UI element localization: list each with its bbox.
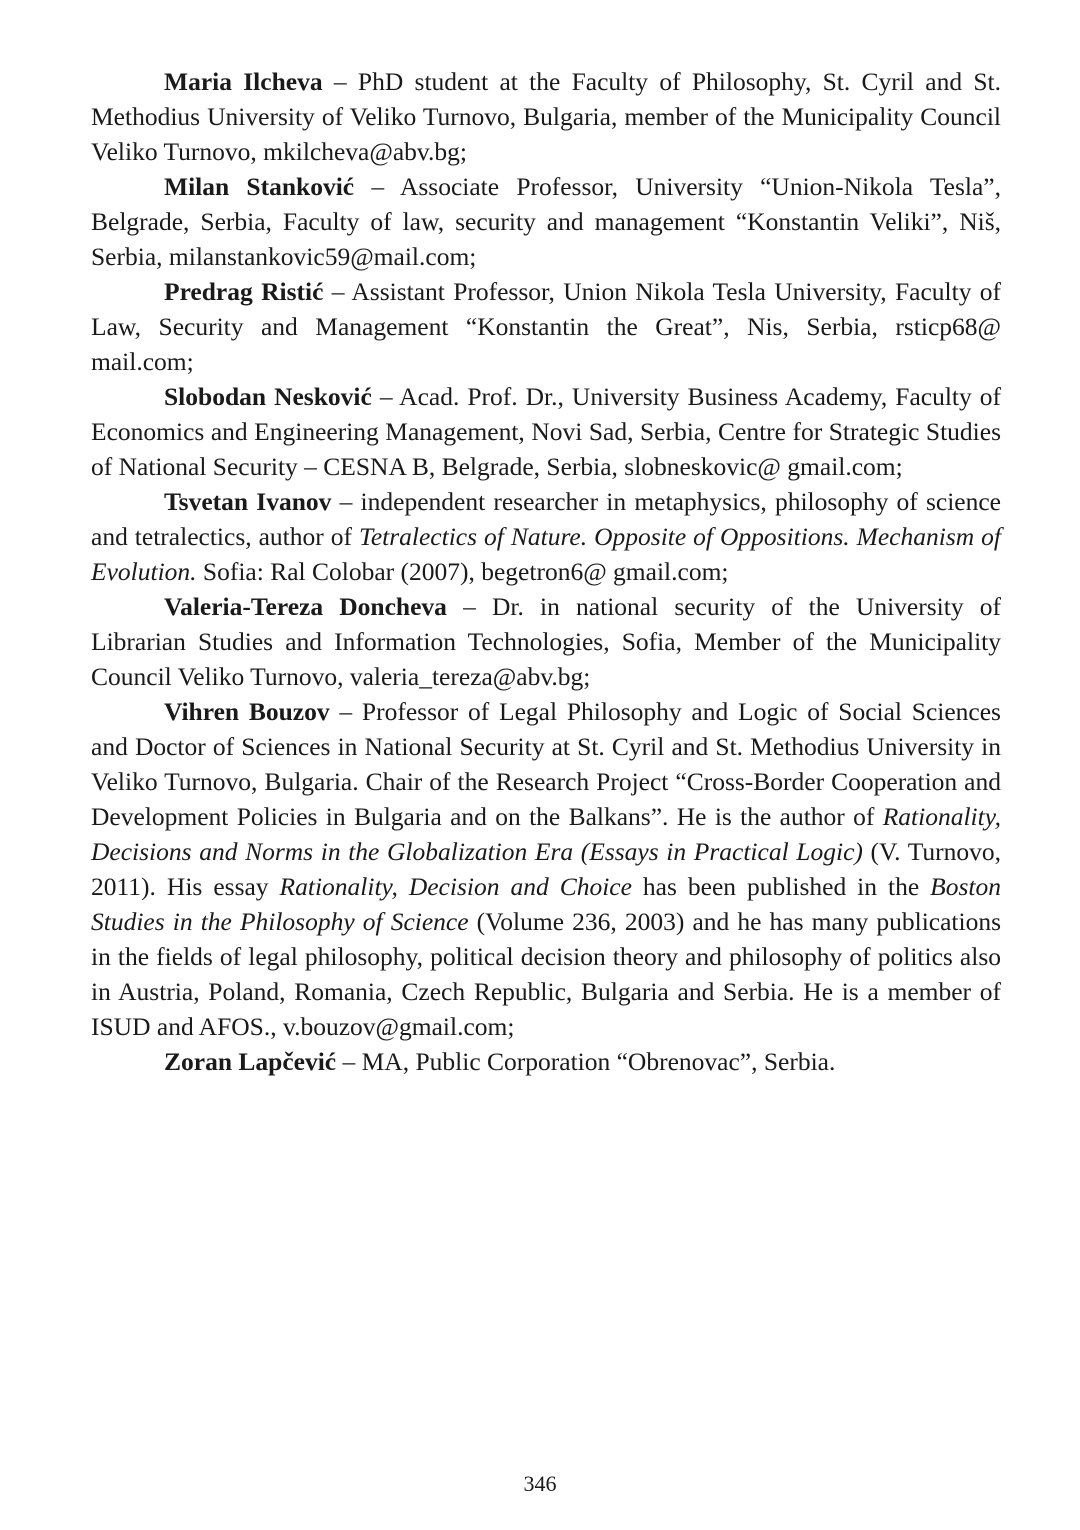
author-entry-predrag-ristic [91,274,1001,379]
author-entry-tsvetan-ivanov [91,484,1001,589]
author-entry-milan-stankovic [91,169,1001,274]
author-entry-slobodan-neskovic [91,379,1001,484]
author-name: Zoran Lapčević [164,1047,337,1076]
essay-title: Rationality, Decision and Choice [279,872,632,901]
name-dash: – [354,172,400,201]
author-name: Maria Ilcheva [164,67,323,96]
name-dash: – [322,67,358,96]
author-bio: independent researcher in metaphysics, philosophy of science and tetralectics, author of [91,487,1001,551]
author-bio: Dr. in national security of the University of Librarian Studies and Information Technologies, Sofia, Member of the Municipality Council Veliko Turnovo, valeria_tereza@abv.bg; [91,592,1001,691]
name-dash: – [371,382,400,411]
author-bio: PhD student at the Faculty of Philosophy, St. Cyril and St. Methodius University of Veliko Turnovo, Bulgaria, member of the Municipality Council Veliko Turnovo, mkilcheva@abv.bg; [91,67,1001,166]
page-body [91,64,1001,1079]
author-entry-zoran-lapcevic [91,1044,1001,1079]
author-entry-maria-ilcheva [91,64,1001,169]
author-entry-vihren-bouzov [91,694,1001,1044]
series-title: Boston Studies in the Philosophy of Science [91,872,1001,936]
author-entry-valeria-tereza-doncheva [91,589,1001,694]
author-bio-cont: (V. Turnovo, 2011). His essay [91,837,1001,901]
name-dash: – [336,1047,362,1076]
author-bio-cont: (Volume 236, 2003) and he has many publications in the fields of legal philosophy, political decision theory and philosophy of politics also in Austria, Poland, Romania, Czech Republic, Bulgaria and Serbia. He is a member of ISUD and AFOS., v.bouzov@gmail.com; [91,907,1002,1041]
author-name: Predrag Ristić [164,277,324,306]
author-name: Milan Stanković [164,172,355,201]
author-bio-cont: Sofia: Ral Colobar (2007), begetron6@ gmail.com; [196,557,729,586]
author-bio: Associate Professor, University “Union-Nikola Tesla”, Belgrade, Serbia, Faculty of law, security and management “Konstantin Veliki”, Niš, Serbia, milanstankovic59@mail.com; [91,172,1001,271]
author-bio: Assistant Professor, Union Nikola Tesla University, Faculty of Law, Security and Management “Konstantin the Great”, Nis, Serbia, rsticp68@ mail.com; [91,277,1002,376]
name-dash: – [446,592,493,621]
page-number: 346 [523,1471,557,1496]
author-name: Tsvetan Ivanov [164,487,332,516]
author-name: Valeria-Tereza Doncheva [164,592,447,621]
author-name: Vihren Bouzov [164,697,330,726]
name-dash: – [329,697,362,726]
author-name: Slobodan Nesković [164,382,372,411]
name-dash: – [331,487,361,516]
name-dash: – [323,277,352,306]
author-bio: MA, Public Corporation “Obrenovac”, Serbia. [361,1047,836,1076]
author-bio-cont: has been published in the [631,872,931,901]
author-bio: Acad. Prof. Dr., University Business Academy, Faculty of Economics and Engineering Management, Novi Sad, Serbia, Centre for Strategic Studies of National Security – CESNA B, Belgrade, Serbia, slobneskovic@ gmail.com; [91,382,1001,481]
book-title: Rationality, Decisions and Norms in the Globalization Era (Essays in Practical Logic) [91,802,1001,866]
book-title: Tetralectics of Nature. Opposite of Oppositions. Mechanism of Evolution. [91,522,1002,586]
author-bio: Professor of Legal Philosophy and Logic of Social Sciences and Doctor of Sciences in National Security at St. Cyril and St. Methodius University in Veliko Turnovo, Bulgaria. Chair of the Research Project “Cross-Border Cooperation and Development Policies in Bulgaria and on the Balkans”. He is the author of [91,697,1001,831]
